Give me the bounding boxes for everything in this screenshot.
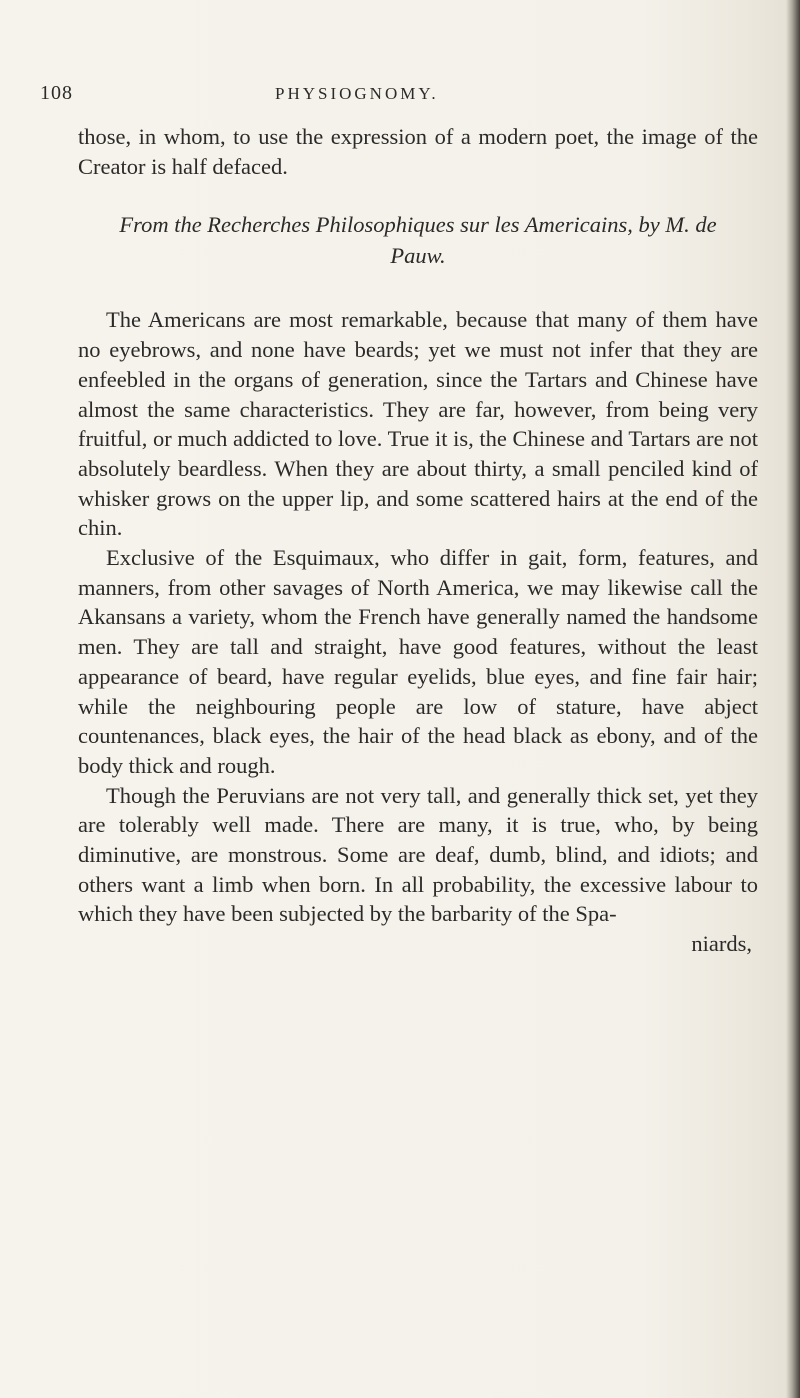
page-number: 108 bbox=[40, 82, 73, 104]
page-edge-shadow bbox=[786, 0, 800, 1398]
body-text bbox=[78, 122, 758, 959]
paragraph-peruvians: Though the Peruvians are not very tall, and generally thick set, yet they are tolerably well made. There are many, it is true, who, by being diminutive, are monstrous. Some are deaf, dumb, blind, and idiots; and others want a limb when born. In all probability, the excessive labour to which they have been subjected by the barbarity of the Spa- bbox=[78, 782, 758, 927]
catchword: niards, bbox=[691, 931, 752, 957]
page-header bbox=[40, 82, 760, 112]
running-title: PHYSIOGNOMY. bbox=[275, 84, 439, 103]
paragraph-akansans: Exclusive of the Esquimaux, who differ in gait, form, features, and manners, from other savages of North America, we may likewise call the Akansans a variety, whom the French have generally named the handsome men. They are tall and straight, have good features, without the least appearance of beard, have regular eyelids, blue eyes, and fine fair hair; while the neighbouring people are low of stature, have abject countenances, black eyes, the hair of the head black as ebony, and of the body thick and rough. bbox=[78, 545, 758, 778]
source-heading: From the Recherches Philosophiques sur les Americains, by M. de Pauw. bbox=[119, 212, 717, 269]
paragraph-americans: The Americans are most remarkable, because that many of them have no eyebrows, and none have beards; yet we must not infer that they are enfeebled in the organs of generation, since the Tartars and Chinese have almost the same characteristics. They are far, however, from being very fruitful, or much addicted to love. True it is, the Chinese and Tartars are not absolutely beardless. When they are about thirty, a small penciled kind of whisker grows on the upper lip, and some scattered hairs at the end of the chin. bbox=[78, 307, 758, 541]
continued-paragraph: those, in whom, to use the expression of a modern poet, the image of the Creator is half defaced. bbox=[78, 124, 758, 179]
